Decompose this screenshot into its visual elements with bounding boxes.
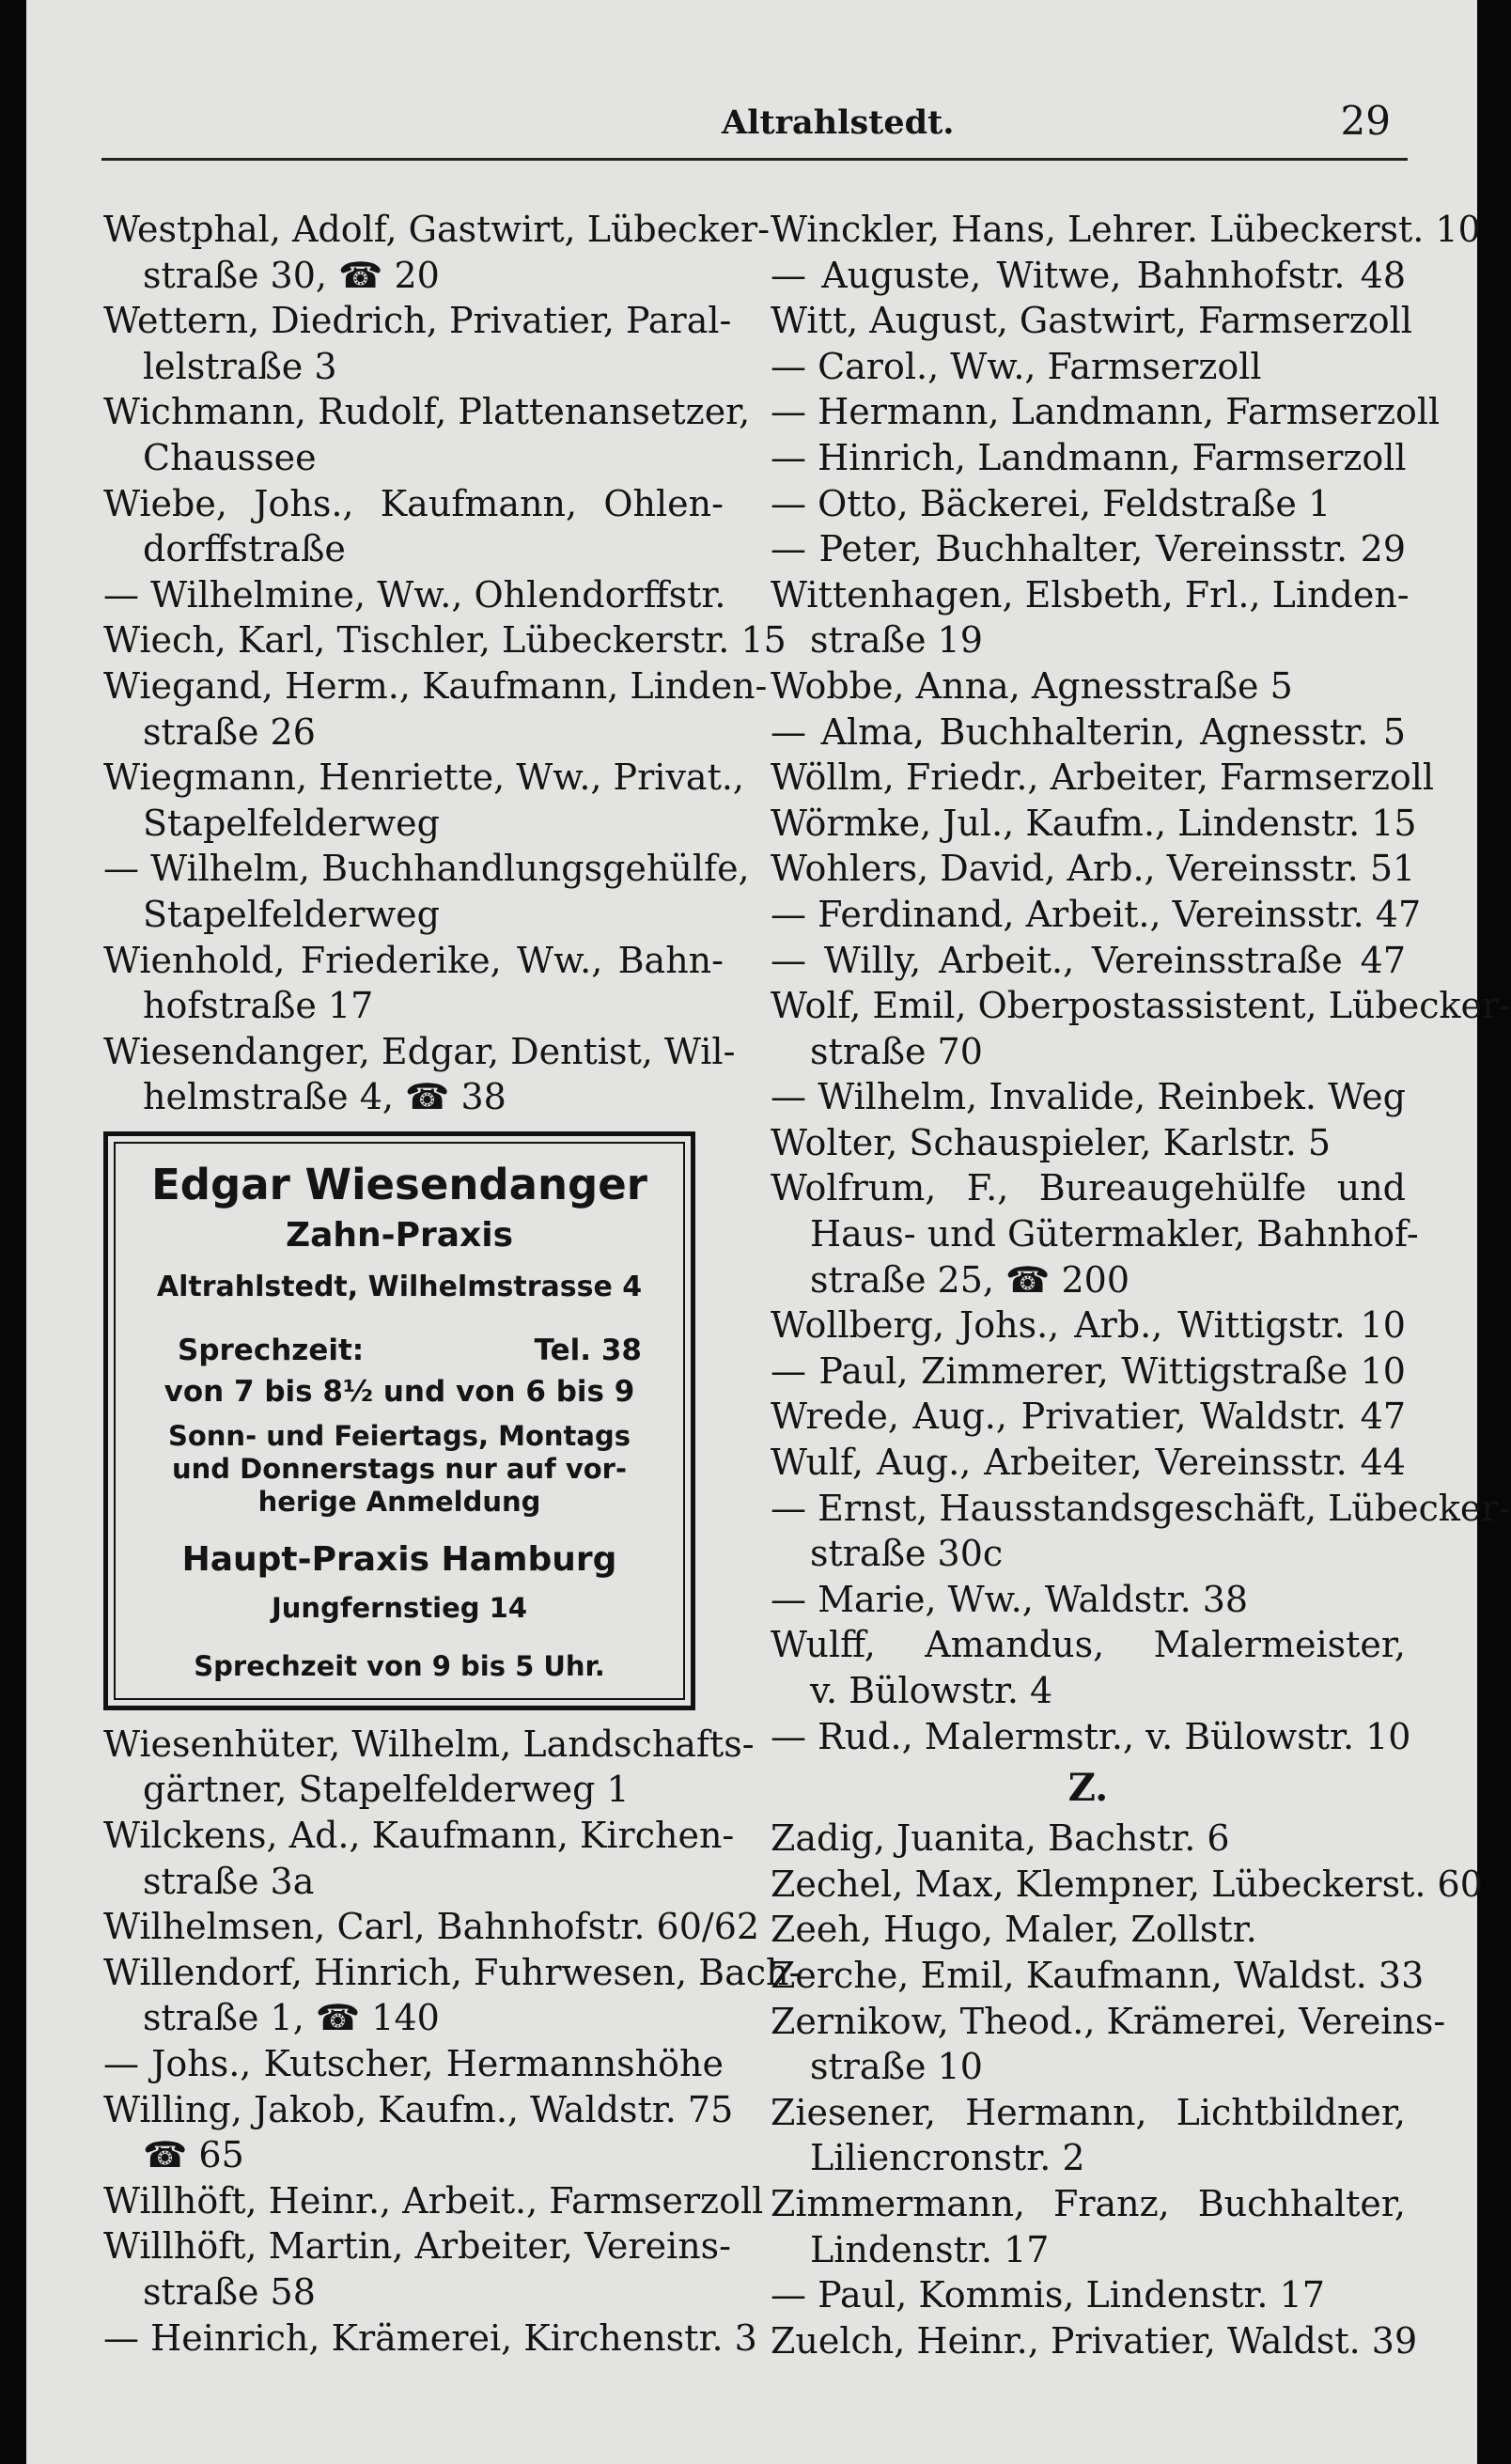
directory-entry-line: straße 70 — [810, 1030, 983, 1072]
directory-entry-line: Witt, August, Gastwirt, Farmserzoll — [771, 300, 1412, 342]
directory-entry-line: Wilhelmsen, Carl, Bahnhofstr. 60/62 — [103, 1906, 760, 1948]
ad-hours-row — [108, 1328, 691, 1374]
directory-entry-line: — Alma, Buchhalterin, Agnesstr. 5 — [771, 710, 1406, 753]
ad-subtitle: Zahn-Praxis — [285, 1216, 513, 1255]
directory-entry-line: Ziesener, Hermann, Lichtbildner, — [771, 2091, 1406, 2133]
directory-entry-line: straße 10 — [810, 2046, 983, 2088]
directory-entry-line: Wiech, Karl, Tischler, Lübeckerstr. 15 — [103, 619, 787, 662]
directory-entry-line: — Rud., Malermstr., v. Bülowstr. 10 — [771, 1715, 1411, 1757]
ad-note-line: herige Anmeldung — [257, 1486, 541, 1519]
directory-entry-line: — Paul, Zimmerer, Wittigstraße 10 — [771, 1349, 1406, 1392]
directory-entry-line: Wörmke, Jul., Kaufm., Lindenstr. 15 — [771, 802, 1417, 844]
directory-entry-line: Zechel, Max, Klempner, Lübeckerst. 60 — [771, 1863, 1483, 1905]
directory-entry-line: straße 1, ☎ 140 — [143, 1997, 440, 2039]
directory-entry-line: lelstraße 3 — [143, 345, 337, 387]
advertisement-box — [103, 1131, 695, 1710]
directory-entry-line: Stapelfelderweg — [143, 802, 440, 844]
directory-entry-line: Wiesendanger, Edgar, Dentist, Wil- — [103, 1030, 736, 1072]
directory-entry-line: Wettern, Diedrich, Privatier, Paral- — [103, 300, 732, 342]
directory-entry-line: Zadig, Juanita, Bachstr. 6 — [771, 1817, 1230, 1860]
page-header — [101, 98, 1408, 161]
directory-entry-line: Wobbe, Anna, Agnesstraße 5 — [771, 664, 1293, 707]
directory-entry-line: Wienhold, Friederike, Ww., Bahn- — [103, 939, 724, 981]
directory-entry-line: straße 19 — [810, 619, 983, 662]
directory-entry-line: Wrede, Aug., Privatier, Waldstr. 47 — [771, 1396, 1406, 1438]
ad-name: Edgar Wiesendanger — [151, 1159, 647, 1209]
directory-entry-line: straße 3a — [143, 1860, 315, 1902]
directory-entry-line: — Hermann, Landmann, Farmserzoll — [771, 391, 1441, 433]
directory-entry-line: straße 26 — [143, 710, 316, 753]
directory-entry-line: Haus- und Gütermakler, Bahnhof- — [810, 1213, 1419, 1255]
directory-entry-line: Wollberg, Johs., Arb., Wittigstr. 10 — [771, 1304, 1406, 1347]
directory-entry-line: — Wilhelmine, Ww., Ohlendorffstr. — [103, 573, 726, 616]
directory-entry-line: — Ernst, Hausstandsgeschäft, Lübecker- — [771, 1487, 1511, 1529]
directory-entry-line: v. Bülowstr. 4 — [810, 1670, 1053, 1711]
directory-entry-line: Wittenhagen, Elsbeth, Frl., Linden- — [771, 573, 1410, 616]
directory-entry-line: straße 25, ☎ 200 — [810, 1258, 1129, 1301]
directory-entry-line: Zerche, Emil, Kaufmann, Waldst. 33 — [771, 1954, 1425, 1996]
directory-entry-line: — Otto, Bäckerei, Feldstraße 1 — [771, 482, 1332, 524]
ad-address: Altrahlstedt, Wilhelmstrasse 4 — [156, 1271, 643, 1304]
directory-entry-line: Wiegand, Herm., Kaufmann, Linden- — [103, 664, 768, 707]
running-title: Altrahlstedt. — [722, 103, 955, 142]
directory-entry-line: — Wilhelm, Invalide, Reinbek. Weg — [771, 1076, 1406, 1118]
directory-entry-line: Wulff, Amandus, Malermeister, — [771, 1624, 1406, 1666]
directory-entry-line: — Ferdinand, Arbeit., Vereinsstr. 47 — [771, 893, 1422, 935]
left-column-entries-top — [103, 207, 787, 1120]
directory-entry-line: Wolter, Schauspieler, Karlstr. 5 — [771, 1121, 1332, 1163]
directory-entry-line: — Carol., Ww., Farmserzoll — [771, 345, 1262, 387]
right-column — [771, 207, 1511, 2363]
directory-entry-line: Wiegmann, Henriette, Ww., Privat., — [103, 756, 744, 799]
right-column-entries-bottom — [771, 1816, 1483, 2363]
directory-entry-line: straße 58 — [143, 2271, 316, 2313]
ad-head-office-address: Jungfernstieg 14 — [271, 1591, 528, 1624]
directory-entry-line: Wohlers, David, Arb., Vereinsstr. 51 — [771, 848, 1416, 890]
directory-entry-line: Wilckens, Ad., Kaufmann, Kirchen- — [103, 1815, 735, 1857]
directory-entry-line: hofstraße 17 — [143, 985, 374, 1027]
directory-entry-line: Stapelfelderweg — [143, 893, 440, 935]
directory-entry-line: Wiebe, Johs., Kaufmann, Ohlen- — [103, 482, 724, 524]
directory-entry-line: Wiesenhüter, Wilhelm, Landschafts- — [103, 1723, 755, 1765]
directory-entry-line: helmstraße 4, ☎ 38 — [143, 1076, 506, 1118]
directory-entry-line: Willendorf, Hinrich, Fuhrwesen, Bach- — [103, 1951, 802, 1993]
directory-entry-line: Zimmermann, Franz, Buchhalter, — [771, 2182, 1406, 2224]
directory-entry-line: gärtner, Stapelfelderweg 1 — [143, 1769, 630, 1811]
ad-hours-label: Sprechzeit: — [178, 1333, 365, 1367]
ad-note-line: und Donnerstags nur auf vor- — [172, 1453, 627, 1486]
directory-entry-line: — Peter, Buchhalter, Vereinsstr. 29 — [771, 528, 1406, 570]
right-column-entries-top — [771, 207, 1511, 1759]
directory-entry-line: Winckler, Hans, Lehrer. Lübeckerst. 10 — [771, 209, 1481, 250]
directory-entry-line: — Wilhelm, Buchhandlungsgehülfe, — [103, 848, 750, 890]
directory-entry-line: — Willy, Arbeit., Vereinsstraße 47 — [771, 939, 1406, 981]
directory-entry-line: Zeeh, Hugo, Maler, Zollstr. — [771, 1909, 1257, 1951]
directory-entry-line: Zuelch, Heinr., Privatier, Waldst. 39 — [771, 2319, 1418, 2362]
directory-entry-line: dorffstraße — [143, 528, 346, 570]
directory-entry-line: Zernikow, Theod., Krämerei, Vereins- — [771, 2000, 1446, 2042]
directory-entry-line: Wöllm, Friedr., Arbeiter, Farmserzoll — [771, 756, 1435, 799]
directory-entry-line: Wolfrum, F., Bureaugehülfe und — [771, 1167, 1406, 1209]
ad-head-office-hours: Sprechzeit von 9 bis 5 Uhr. — [194, 1650, 605, 1683]
directory-entry-line: — Marie, Ww., Waldstr. 38 — [771, 1578, 1249, 1620]
directory-entry-line: Willhöft, Heinr., Arbeit., Farmserzoll — [103, 2179, 764, 2222]
directory-entry-line: Wichmann, Rudolf, Plattenansetzer, — [103, 391, 751, 433]
ad-hours: von 7 bis 8½ und von 6 bis 9 — [164, 1375, 635, 1410]
directory-entry-line: ☎ 65 — [143, 2134, 244, 2176]
section-letter: Z. — [1067, 1766, 1109, 1811]
page-number: 29 — [1340, 98, 1391, 144]
directory-entry-line: — Johs., Kutscher, Hermannshöhe — [103, 2043, 724, 2085]
directory-entry-line: — Paul, Kommis, Lindenstr. 17 — [771, 2274, 1325, 2316]
directory-entry-line: Liliencronstr. 2 — [810, 2137, 1085, 2179]
ad-telephone: Tel. 38 — [534, 1333, 642, 1367]
ad-note-line: Sonn- und Feiertags, Montags — [167, 1420, 631, 1453]
directory-entry-line: — Auguste, Witwe, Bahnhofstr. 48 — [771, 254, 1406, 296]
directory-entry-line: Chaussee — [143, 436, 317, 478]
directory-page — [26, 0, 1511, 2464]
directory-entry-line: — Heinrich, Krämerei, Kirchenstr. 3 — [103, 2316, 757, 2359]
ad-note — [108, 1420, 691, 1519]
directory-entry-line: Westphal, Adolf, Gastwirt, Lübecker- — [103, 209, 771, 250]
directory-entry-line: Lindenstr. 17 — [810, 2228, 1050, 2270]
left-column — [103, 207, 802, 2361]
directory-entry-line: Willhöft, Martin, Arbeiter, Vereins- — [103, 2225, 732, 2268]
left-column-entries-bottom — [103, 1722, 802, 2361]
directory-entry-line: — Hinrich, Landmann, Farmserzoll — [771, 436, 1407, 478]
directory-entry-line: straße 30c — [810, 1533, 1004, 1575]
directory-entry-line: straße 30, ☎ 20 — [143, 254, 440, 296]
directory-entry-line: Wulf, Aug., Arbeiter, Vereinsstr. 44 — [771, 1442, 1406, 1484]
ad-head-office: Haupt-Praxis Hamburg — [181, 1540, 617, 1580]
directory-entry-line: Willing, Jakob, Kaufm., Waldstr. 75 — [103, 2088, 734, 2130]
directory-entry-line: Wolf, Emil, Oberpostassistent, Lübecker- — [771, 985, 1511, 1027]
